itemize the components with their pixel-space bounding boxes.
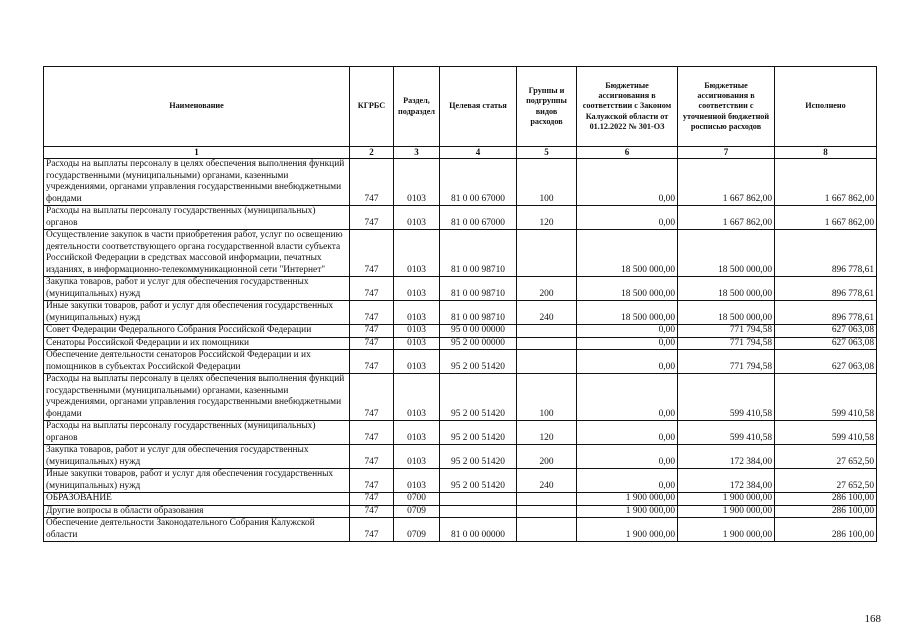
cell-target: 95 2 00 51420 xyxy=(440,350,517,374)
cell-name: Закупка товаров, работ и услуг для обеспечения государственных (муниципальных) нужд xyxy=(44,445,350,469)
cell-assign-refined: 1 667 862,00 xyxy=(678,206,775,230)
cell-assign-law: 0,00 xyxy=(577,159,678,206)
cell-group: 240 xyxy=(517,301,577,325)
column-number: 4 xyxy=(440,147,517,159)
header-target: Целевая статья xyxy=(440,67,517,147)
cell-assign-refined: 172 384,00 xyxy=(678,445,775,469)
cell-kgrbs: 747 xyxy=(350,445,394,469)
cell-executed: 27 652,50 xyxy=(775,469,877,493)
cell-name: Осуществление закупок в части приобретения работ, услуг по освещению деятельности соответствующего органа государственной власти субъекта Российской Федерации в средствах массовой информации, печатных изданиях, в информационно-телекоммуникационной сети "Интернет" xyxy=(44,230,350,277)
header-name: Наименование xyxy=(44,67,350,147)
cell-kgrbs: 747 xyxy=(350,337,394,350)
cell-target: 95 2 00 51420 xyxy=(440,421,517,445)
cell-kgrbs: 747 xyxy=(350,301,394,325)
cell-assign-refined: 771 794,58 xyxy=(678,350,775,374)
cell-target xyxy=(440,505,517,518)
budget-table xyxy=(43,66,877,542)
table-row xyxy=(44,505,877,518)
header-assign-refined: Бюджетные ассигнования в соответствии с уточненной бюджетной росписью расходов xyxy=(678,67,775,147)
cell-name: Совет Федерации Федерального Собрания Российской Федерации xyxy=(44,325,350,338)
cell-kgrbs: 747 xyxy=(350,518,394,542)
cell-executed: 1 667 862,00 xyxy=(775,159,877,206)
cell-assign-refined: 1 667 862,00 xyxy=(678,159,775,206)
header-group: Группы и подгруппы видов расходов xyxy=(517,67,577,147)
cell-target: 95 2 00 51420 xyxy=(440,445,517,469)
cell-kgrbs: 747 xyxy=(350,493,394,506)
cell-kgrbs: 747 xyxy=(350,159,394,206)
cell-target: 95 2 00 00000 xyxy=(440,337,517,350)
cell-kgrbs: 747 xyxy=(350,230,394,277)
cell-section: 0103 xyxy=(394,206,440,230)
cell-kgrbs: 747 xyxy=(350,277,394,301)
header-kgrbs: КГРБС xyxy=(350,67,394,147)
cell-section: 0103 xyxy=(394,469,440,493)
cell-group: 240 xyxy=(517,469,577,493)
cell-executed: 1 667 862,00 xyxy=(775,206,877,230)
cell-group: 200 xyxy=(517,445,577,469)
column-number: 6 xyxy=(577,147,678,159)
cell-name: Сенаторы Российской Федерации и их помощники xyxy=(44,337,350,350)
cell-section: 0709 xyxy=(394,505,440,518)
cell-name: ОБРАЗОВАНИЕ xyxy=(44,493,350,506)
cell-kgrbs: 747 xyxy=(350,374,394,421)
cell-section: 0103 xyxy=(394,421,440,445)
table-row xyxy=(44,374,877,421)
cell-target: 81 0 00 00000 xyxy=(440,518,517,542)
cell-section: 0103 xyxy=(394,374,440,421)
cell-assign-law: 0,00 xyxy=(577,337,678,350)
cell-assign-law: 0,00 xyxy=(577,421,678,445)
cell-section: 0103 xyxy=(394,325,440,338)
cell-name: Иные закупки товаров, работ и услуг для обеспечения государственных (муниципальных) нужд xyxy=(44,469,350,493)
cell-executed: 627 063,08 xyxy=(775,325,877,338)
page-number: 168 xyxy=(864,613,881,625)
cell-executed: 896 778,61 xyxy=(775,230,877,277)
cell-section: 0103 xyxy=(394,277,440,301)
cell-group: 100 xyxy=(517,159,577,206)
cell-target: 95 2 00 51420 xyxy=(440,374,517,421)
cell-assign-law: 0,00 xyxy=(577,469,678,493)
table-row xyxy=(44,230,877,277)
column-number: 7 xyxy=(678,147,775,159)
cell-group: 120 xyxy=(517,421,577,445)
cell-target xyxy=(440,493,517,506)
cell-assign-law: 18 500 000,00 xyxy=(577,277,678,301)
column-number: 5 xyxy=(517,147,577,159)
cell-assign-law: 1 900 000,00 xyxy=(577,518,678,542)
cell-assign-refined: 18 500 000,00 xyxy=(678,301,775,325)
table-row xyxy=(44,159,877,206)
column-number: 3 xyxy=(394,147,440,159)
table-row xyxy=(44,350,877,374)
cell-name: Расходы на выплаты персоналу государственных (муниципальных) органов xyxy=(44,421,350,445)
header-assign-law: Бюджетные ассигнования в соответствии с Законом Калужской области от 01.12.2022 № 301-ОЗ xyxy=(577,67,678,147)
cell-group: 200 xyxy=(517,277,577,301)
table-row xyxy=(44,206,877,230)
cell-name: Расходы на выплаты персоналу в целях обеспечения выполнения функций государственными (муниципальными) органами, казенными учреждениями, органами управления государственными внебюджетными фондами xyxy=(44,374,350,421)
cell-executed: 896 778,61 xyxy=(775,277,877,301)
cell-assign-refined: 172 384,00 xyxy=(678,469,775,493)
cell-assign-refined: 18 500 000,00 xyxy=(678,277,775,301)
cell-assign-refined: 771 794,58 xyxy=(678,337,775,350)
cell-executed: 286 100,00 xyxy=(775,505,877,518)
cell-assign-refined: 1 900 000,00 xyxy=(678,493,775,506)
cell-group: 100 xyxy=(517,374,577,421)
cell-executed: 599 410,58 xyxy=(775,421,877,445)
cell-group xyxy=(517,337,577,350)
table-row xyxy=(44,493,877,506)
table-row xyxy=(44,325,877,338)
table-row xyxy=(44,518,877,542)
cell-target: 81 0 00 67000 xyxy=(440,159,517,206)
cell-assign-law: 0,00 xyxy=(577,350,678,374)
cell-target: 81 0 00 67000 xyxy=(440,206,517,230)
cell-executed: 896 778,61 xyxy=(775,301,877,325)
cell-name: Расходы на выплаты персоналу государственных (муниципальных) органов xyxy=(44,206,350,230)
cell-assign-law: 18 500 000,00 xyxy=(577,230,678,277)
cell-executed: 27 652,50 xyxy=(775,445,877,469)
cell-target: 81 0 00 98710 xyxy=(440,301,517,325)
column-number: 8 xyxy=(775,147,877,159)
cell-section: 0103 xyxy=(394,337,440,350)
cell-executed: 627 063,08 xyxy=(775,337,877,350)
cell-group xyxy=(517,505,577,518)
cell-assign-refined: 1 900 000,00 xyxy=(678,518,775,542)
table-row xyxy=(44,337,877,350)
cell-name: Обеспечение деятельности сенаторов Российской Федерации и их помощников в субъектах Российской Федерации xyxy=(44,350,350,374)
cell-section: 0700 xyxy=(394,493,440,506)
cell-group xyxy=(517,493,577,506)
header-executed: Исполнено xyxy=(775,67,877,147)
cell-section: 0709 xyxy=(394,518,440,542)
header-section: Раздел, подраздел xyxy=(394,67,440,147)
cell-group xyxy=(517,518,577,542)
table-row xyxy=(44,469,877,493)
cell-group: 120 xyxy=(517,206,577,230)
cell-section: 0103 xyxy=(394,350,440,374)
table-row xyxy=(44,277,877,301)
table-body xyxy=(44,147,877,542)
table-row xyxy=(44,445,877,469)
cell-section: 0103 xyxy=(394,301,440,325)
table-header-row xyxy=(44,67,877,147)
cell-assign-law: 1 900 000,00 xyxy=(577,493,678,506)
cell-target: 95 0 00 00000 xyxy=(440,325,517,338)
cell-assign-refined: 599 410,58 xyxy=(678,421,775,445)
cell-kgrbs: 747 xyxy=(350,325,394,338)
cell-name: Обеспечение деятельности Законодательного Собрания Калужской области xyxy=(44,518,350,542)
column-number: 1 xyxy=(44,147,350,159)
cell-assign-refined: 1 900 000,00 xyxy=(678,505,775,518)
cell-assign-law: 1 900 000,00 xyxy=(577,505,678,518)
cell-kgrbs: 747 xyxy=(350,505,394,518)
cell-assign-refined: 771 794,58 xyxy=(678,325,775,338)
cell-group xyxy=(517,350,577,374)
cell-section: 0103 xyxy=(394,159,440,206)
cell-name: Расходы на выплаты персоналу в целях обеспечения выполнения функций государственными (муниципальными) органами, казенными учреждениями, органами управления государственными внебюджетными фондами xyxy=(44,159,350,206)
cell-assign-law: 0,00 xyxy=(577,445,678,469)
cell-name: Иные закупки товаров, работ и услуг для обеспечения государственных (муниципальных) нужд xyxy=(44,301,350,325)
cell-group xyxy=(517,230,577,277)
cell-assign-law: 18 500 000,00 xyxy=(577,301,678,325)
cell-executed: 286 100,00 xyxy=(775,493,877,506)
table-row xyxy=(44,421,877,445)
cell-assign-law: 0,00 xyxy=(577,206,678,230)
cell-kgrbs: 747 xyxy=(350,421,394,445)
column-number: 2 xyxy=(350,147,394,159)
cell-group xyxy=(517,325,577,338)
column-number-row xyxy=(44,147,877,159)
cell-kgrbs: 747 xyxy=(350,206,394,230)
cell-section: 0103 xyxy=(394,445,440,469)
cell-executed: 599 410,58 xyxy=(775,374,877,421)
cell-name: Закупка товаров, работ и услуг для обеспечения государственных (муниципальных) нужд xyxy=(44,277,350,301)
cell-assign-law: 0,00 xyxy=(577,325,678,338)
cell-target: 81 0 00 98710 xyxy=(440,277,517,301)
cell-target: 81 0 00 98710 xyxy=(440,230,517,277)
cell-assign-refined: 18 500 000,00 xyxy=(678,230,775,277)
cell-section: 0103 xyxy=(394,230,440,277)
cell-target: 95 2 00 51420 xyxy=(440,469,517,493)
cell-kgrbs: 747 xyxy=(350,469,394,493)
table-row xyxy=(44,301,877,325)
cell-name: Другие вопросы в области образования xyxy=(44,505,350,518)
cell-assign-refined: 599 410,58 xyxy=(678,374,775,421)
cell-assign-law: 0,00 xyxy=(577,374,678,421)
cell-kgrbs: 747 xyxy=(350,350,394,374)
cell-executed: 286 100,00 xyxy=(775,518,877,542)
cell-executed: 627 063,08 xyxy=(775,350,877,374)
